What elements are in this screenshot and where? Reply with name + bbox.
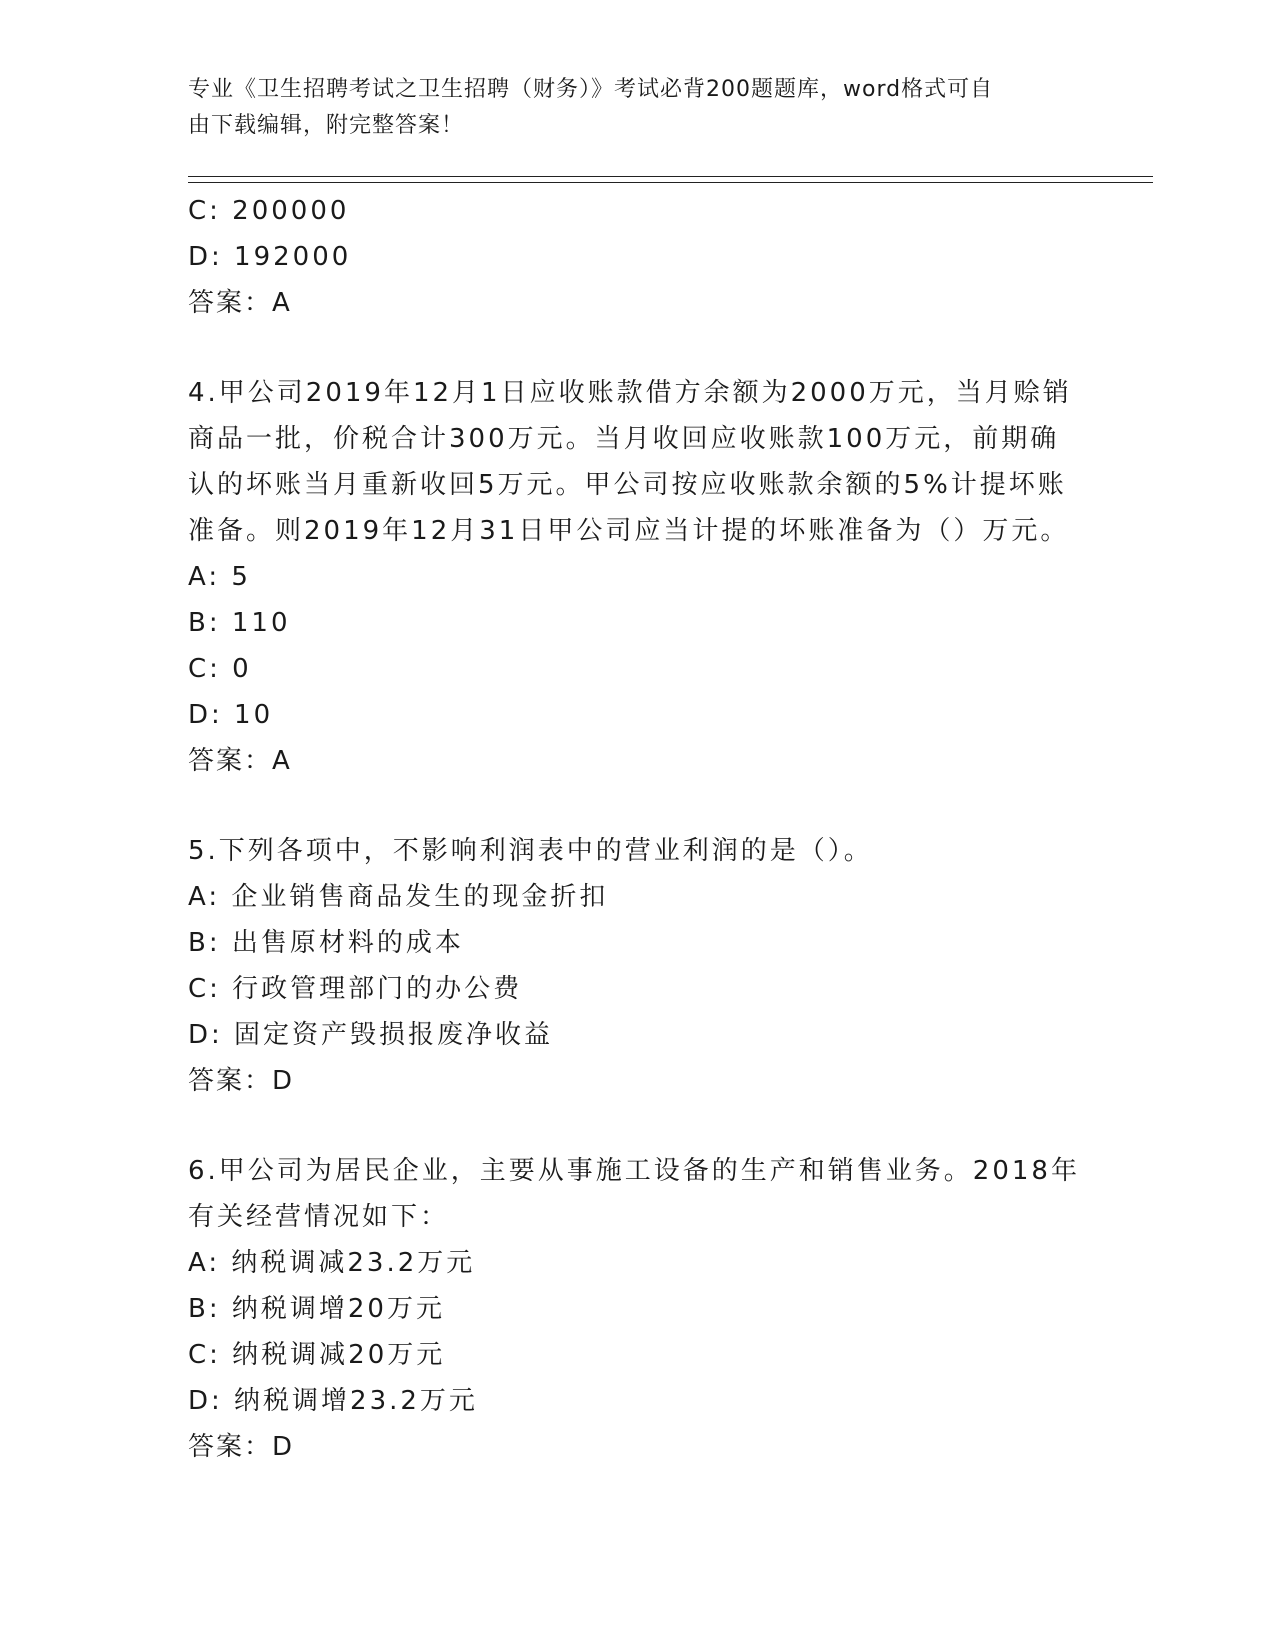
option-c: C: 纳税调减20万元 [188, 1340, 446, 1370]
option-d: D: 固定资产毁损报废净收益 [188, 1020, 554, 1050]
option-a: A: 企业销售商品发生的现金折扣 [188, 882, 609, 912]
header-line-2: 由下载编辑，附完整答案！ [188, 113, 465, 138]
spacer [188, 1104, 1088, 1148]
question-text-line: 准备。则2019年12月31日甲公司应当计提的坏账准备为（）万元。 [188, 516, 1070, 546]
spacer [188, 784, 1088, 828]
option-d: D: 纳税调增23.2万元 [188, 1386, 478, 1416]
question-6 [188, 1148, 1088, 1470]
option-b: B: 出售原材料的成本 [188, 928, 464, 958]
option-c: C: 行政管理部门的办公费 [188, 974, 523, 1004]
option-b: B: 110 [188, 608, 291, 638]
answer-label: 答案：A [188, 746, 292, 776]
document-body [188, 188, 1088, 1470]
option-d: D: 192000 [188, 242, 352, 272]
question-text-line: 5.下列各项中，不影响利润表中的营业利润的是（）。 [188, 836, 873, 866]
document-header [188, 72, 1088, 144]
answer-label: 答案：A [188, 288, 292, 318]
option-a: A: 纳税调减23.2万元 [188, 1248, 476, 1278]
question-text-line: 有关经营情况如下： [188, 1202, 450, 1232]
question-4 [188, 370, 1088, 784]
option-a: A: 5 [188, 562, 251, 592]
spacer [188, 326, 1088, 370]
option-c: C: 0 [188, 654, 252, 684]
question-text-line: 6.甲公司为居民企业，主要从事施工设备的生产和销售业务。2018年 [188, 1156, 1080, 1186]
option-b: B: 纳税调增20万元 [188, 1294, 445, 1324]
question-partial [188, 188, 1088, 326]
question-text-line: 认的坏账当月重新收回5万元。甲公司按应收账款余额的5%计提坏账 [188, 470, 1067, 500]
answer-label: 答案：D [188, 1432, 295, 1462]
question-5 [188, 828, 1088, 1104]
question-text-line: 商品一批，价税合计300万元。当月收回应收账款100万元，前期确 [188, 424, 1060, 454]
header-line-1: 专业《卫生招聘考试之卫生招聘（财务）》考试必背200题题库，word格式可自 [188, 77, 994, 102]
option-d: D: 10 [188, 700, 274, 730]
option-c: C: 200000 [188, 196, 350, 226]
header-divider-top [188, 176, 1153, 177]
answer-label: 答案：D [188, 1066, 295, 1096]
question-text-line: 4.甲公司2019年12月1日应收账款借方余额为2000万元，当月赊销 [188, 378, 1072, 408]
header-divider-bottom [188, 182, 1153, 183]
